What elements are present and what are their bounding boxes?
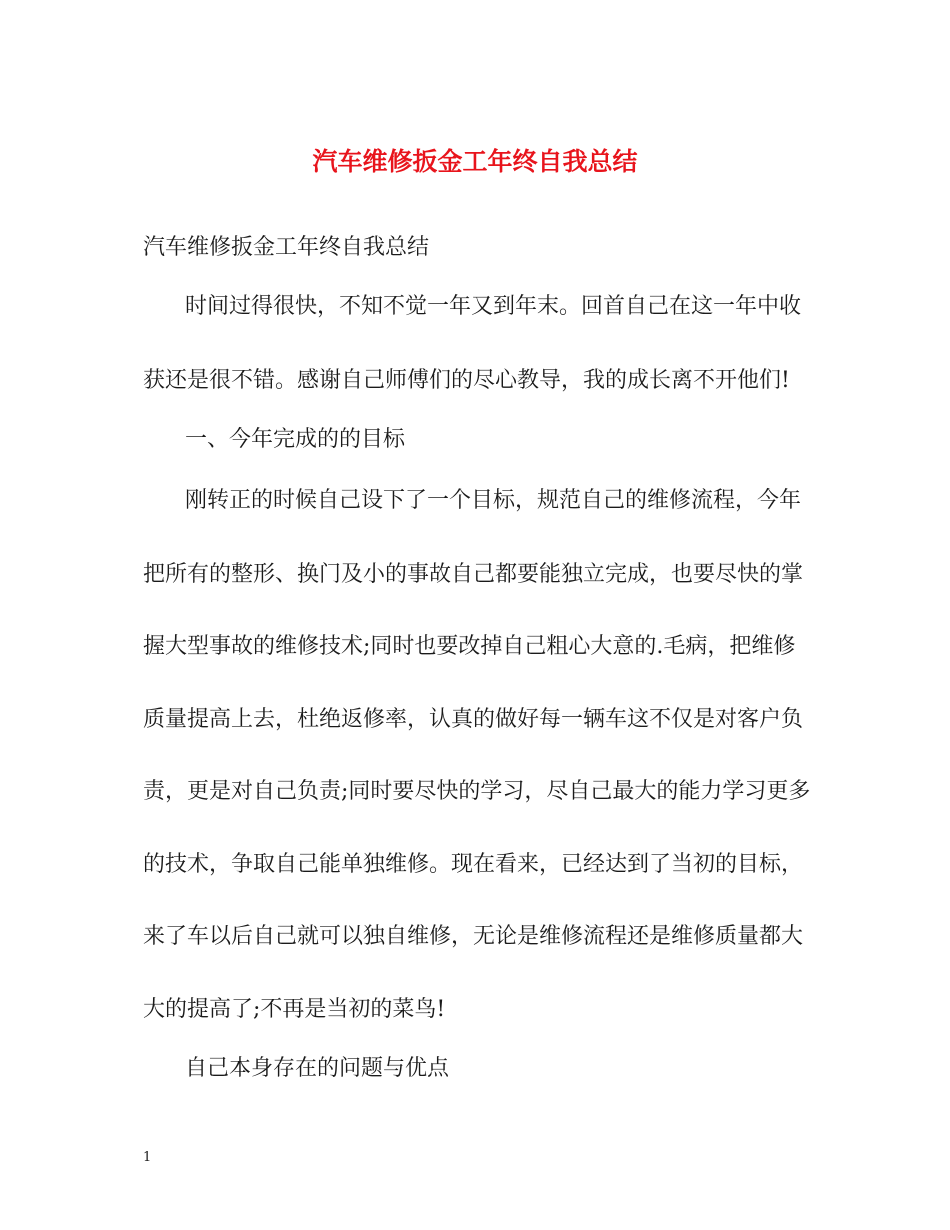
paragraph-line: 刚转正的时候自己设下了一个目标，规范自己的维修流程，今年 [185,488,802,513]
paragraph-line: 大的提高了;不再是当初的菜鸟! [143,997,446,1022]
paragraph-line: 责，更是对自己负责;同时要尽快的学习，尽自己最大的能力学习更多 [143,779,811,804]
paragraph-line: 获还是很不错。感谢自己师傅们的尽心教导，我的成长离不开他们! [143,368,790,393]
paragraph-line: 时间过得很快，不知不觉一年又到年末。回首自己在这一年中收 [185,294,802,319]
paragraph-line: 来了车以后自己就可以独自维修，无论是维修流程还是维修质量都大 [143,924,804,949]
document-subtitle: 汽车维修扳金工年终自我总结 [143,235,430,260]
section-heading: 一、今年完成的的目标 [185,427,406,452]
page-number: 1 [143,1150,152,1165]
paragraph-line: 把所有的整形、换门及小的事故自己都要能独立完成，也要尽快的掌 [143,562,804,587]
paragraph-line: 握大型事故的维修技术;同时也要改掉自己粗心大意的.毛病，把维修 [143,634,796,659]
paragraph-line: 质量提高上去，杜绝返修率，认真的做好每一辆车这不仅是对客户负 [143,707,804,732]
document-title: 汽车维修扳金工年终自我总结 [312,147,638,176]
paragraph-line: 的技术，争取自己能单独维修。现在看来，已经达到了当初的目标， [143,852,804,877]
section-heading: 自己本身存在的问题与优点 [185,1056,450,1081]
